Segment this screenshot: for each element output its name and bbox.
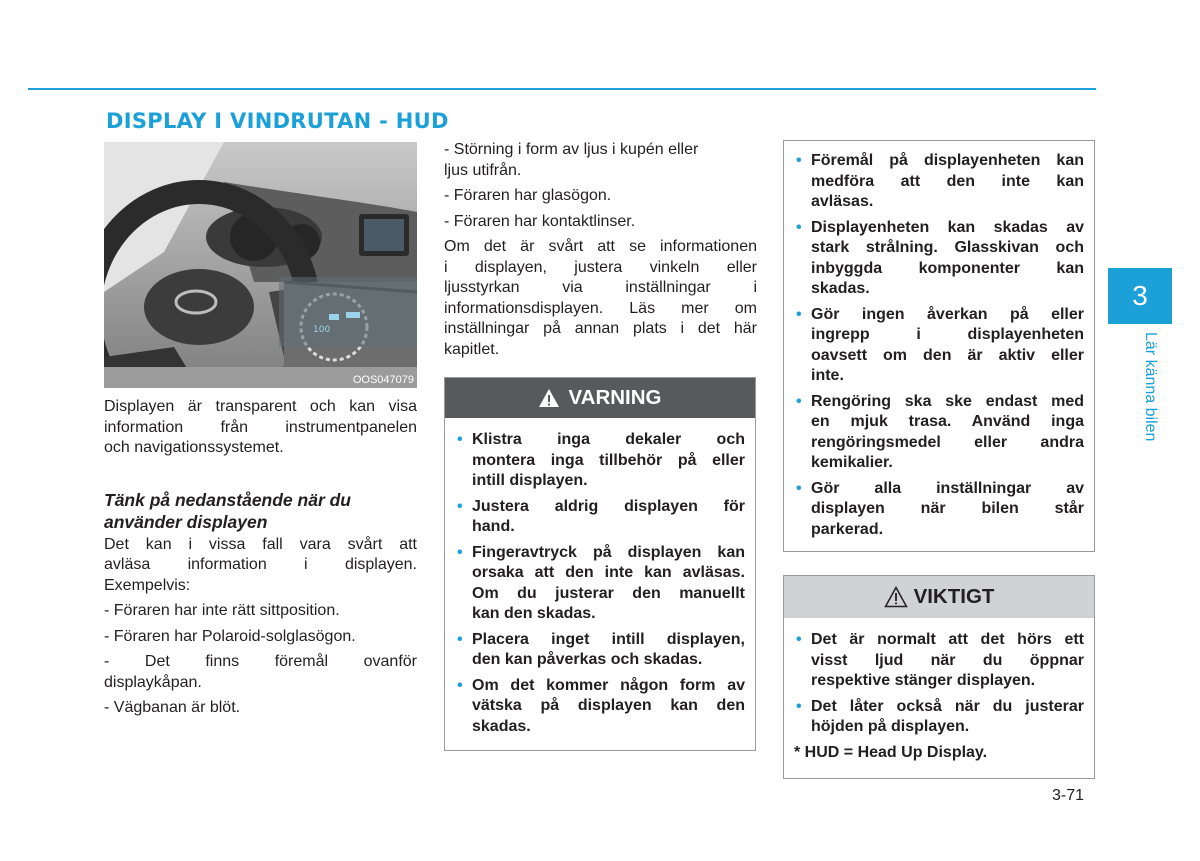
list-item-text: oavsett om den är aktiv eller [811,346,1084,364]
text-line: avläsa information i displayen. [104,556,417,573]
warning-continued-box [783,140,1095,552]
list-item-text: - Föraren har inte rätt sittposition. [104,602,340,619]
list-item [444,140,757,181]
text-line: kapitlet. [444,340,500,358]
text-line: Om det är svårt att se informationen [444,238,757,255]
chapter-title: Lär känna bilen [1142,332,1159,442]
text-line: Displayen är transparent och kan visa [104,398,417,415]
viktigt-header [784,576,1094,618]
list-item-text: kemikalier. [811,454,893,471]
adjust-paragraph [444,237,757,360]
text-line: information från instrumentpanelen [104,418,417,436]
chapter-number-tab: 3 [1108,268,1172,324]
list-item [104,601,417,622]
header-rule [28,88,1096,90]
list-item-text: - Vägbanan är blöt. [104,699,241,716]
warning-title: VARNING [568,386,662,409]
list-item-text: intill displayen. [472,472,588,489]
list-item-text: inte. [811,367,844,384]
list-item: • Om det kommer någon form av vätska på displayen kan den skadas. [457,676,745,738]
list-item-text: Klistra inga dekaler och [472,431,745,448]
text-line: Det kan i vissa fall vara svårt att [104,535,417,553]
intro-paragraph [104,397,417,459]
text-line: Exempelvis: [104,576,191,594]
list-item [104,652,417,693]
caution-triangle-icon [884,586,908,608]
list-item-text: ljus utifrån. [444,161,522,179]
list-item [104,698,417,719]
dashboard-hud-photo [104,142,417,388]
condition-paragraph [104,535,417,597]
list-item-text: Placera inget intill displayen, [472,630,745,648]
subheading-line: använder displayen [104,511,268,532]
list-item-text: - Föraren har kontaktlinser. [444,212,636,230]
viktigt-list [784,618,1094,738]
subheading-line: Tänk på nedanstående när du [104,489,351,510]
list-item-text: kan den skadas. [472,605,596,622]
list-item-text: rengöringsmedel eller andra [811,433,1084,451]
list-item: • Justera aldrig displayen för hand. [457,497,745,538]
list-item [104,627,417,648]
warning-list [445,418,755,737]
column-2 [444,140,757,360]
list-item-text: inbyggda komponenter kan [811,259,1084,277]
text-line: i displayen, justera vinkeln eller [444,258,757,276]
warning-continued-list [784,141,1094,540]
list-item: • Gör alla inställningar av displayen när bilen står parkerad. [796,479,1084,541]
list-item-text: Justera aldrig displayen för [472,497,745,515]
list-item-text: Fingeravtryck på displayen kan [472,543,745,561]
list-item-text: Rengöring ska ske endast med [811,392,1084,410]
list-item-text: parkerad. [811,520,884,538]
list-item-text: respektive stänger displayen. [811,672,1036,689]
list-item-text: Gör alla inställningar av [811,479,1084,497]
column-1 [104,142,417,719]
list-item: • Klistra inga dekaler och montera inga tillbehör på eller intill displayen. [457,430,745,492]
page-number: 3-71 [1052,787,1085,804]
text-line: informationsdisplayen. Läs mer om [444,299,757,317]
list-item-text: displayen när bilen står [811,500,1084,517]
list-item: • Fingeravtryck på displayen kan orsaka att den inte kan avläsas. Om du justerar den manuellt kan den skadas. [457,543,745,625]
list-item: • Gör ingen åverkan på eller ingrepp i displayenheten oavsett om den är aktiv eller inte. [796,305,1084,387]
list-item: • Det är normalt att det hörs ett visst ljud när du öppnar respektive stänger displayen. [796,630,1084,692]
list-item: • Placera inget intill displayen, den kan påverkas och skadas. [457,630,745,671]
text-line: inställningar på annan plats i det här [444,320,757,337]
list-item-text: - Det finns föremål ovanför [104,653,417,670]
list-item-text: - Föraren har glasögon. [444,187,612,204]
list-item-text: ingrepp i displayenheten [811,326,1084,343]
list-item-text: skadas. [472,717,531,735]
list-item [444,212,757,233]
list-item-text: Det är normalt att det hörs ett [811,631,1084,648]
list-item-text: en mjuk trasa. Använd inga [811,413,1084,430]
list-item: • Föremål på displayenheten kan medföra att den inte kan avläsas. [796,151,1084,213]
list-item-text: medföra att den inte kan [811,172,1084,190]
viktigt-title: VIKTIGT [913,585,995,608]
list-item-text: - Störning i form av ljus i kupén eller [444,141,699,158]
list-item: • Rengöring ska ske endast med en mjuk trasa. Använd inga rengöringsmedel eller andra kemikalier. [796,392,1084,474]
list-item [444,186,757,207]
list-item-text: displaykåpan. [104,673,202,691]
figure-code: OOS047079 [352,374,414,386]
list-item-text: höjden på displayen. [811,718,970,735]
list-item-text: montera inga tillbehör på eller [472,451,745,469]
list-item-text: Om det kommer någon form av [472,676,745,694]
section-title: DISPLAY I VINDRUTAN - HUD [106,109,449,133]
list-item-text: stark strålning. Glasskivan och [811,239,1084,256]
text-line: och navigationssystemet. [104,439,284,456]
list-item: • Displayenheten kan skadas av stark strålning. Glasskivan och inbyggda komponenter kan skadas. [796,218,1084,300]
warning-box [444,377,756,751]
list-item: • Det låter också när du justerar höjden på displayen. [796,697,1084,738]
list-item-text: visst ljud när du öppnar [811,651,1084,669]
hud-footnote: * HUD = Head Up Display. [794,743,988,761]
viktigt-box [783,575,1095,779]
list-item-text: Det låter också när du justerar [811,697,1084,715]
warning-triangle-icon [538,388,560,408]
svg-text:100: 100 [313,325,331,335]
list-item-text: den kan påverkas och skadas. [472,651,703,668]
subheading [104,489,417,533]
list-item-text: hand. [472,518,515,535]
list-item-text: Föremål på displayenheten kan [811,152,1084,169]
list-item-text: vätska på displayen kan den [472,697,745,714]
list-item-text: avläsas. [811,193,874,210]
list-item-text: orsaka att den inte kan avläsas. [472,564,745,581]
dashboard-illustration [104,142,417,388]
list-item-text: skadas. [811,280,870,297]
list-item-text: Displayenheten kan skadas av [811,218,1084,236]
list-item-text: Gör ingen åverkan på eller [811,305,1084,323]
list-item-text: - Föraren har Polaroid-solglasögon. [104,627,356,645]
text-line: ljusstyrkan via inställningar i [444,279,757,296]
warning-header [445,378,755,418]
list-item-text: Om du justerar den manuellt [472,584,745,602]
